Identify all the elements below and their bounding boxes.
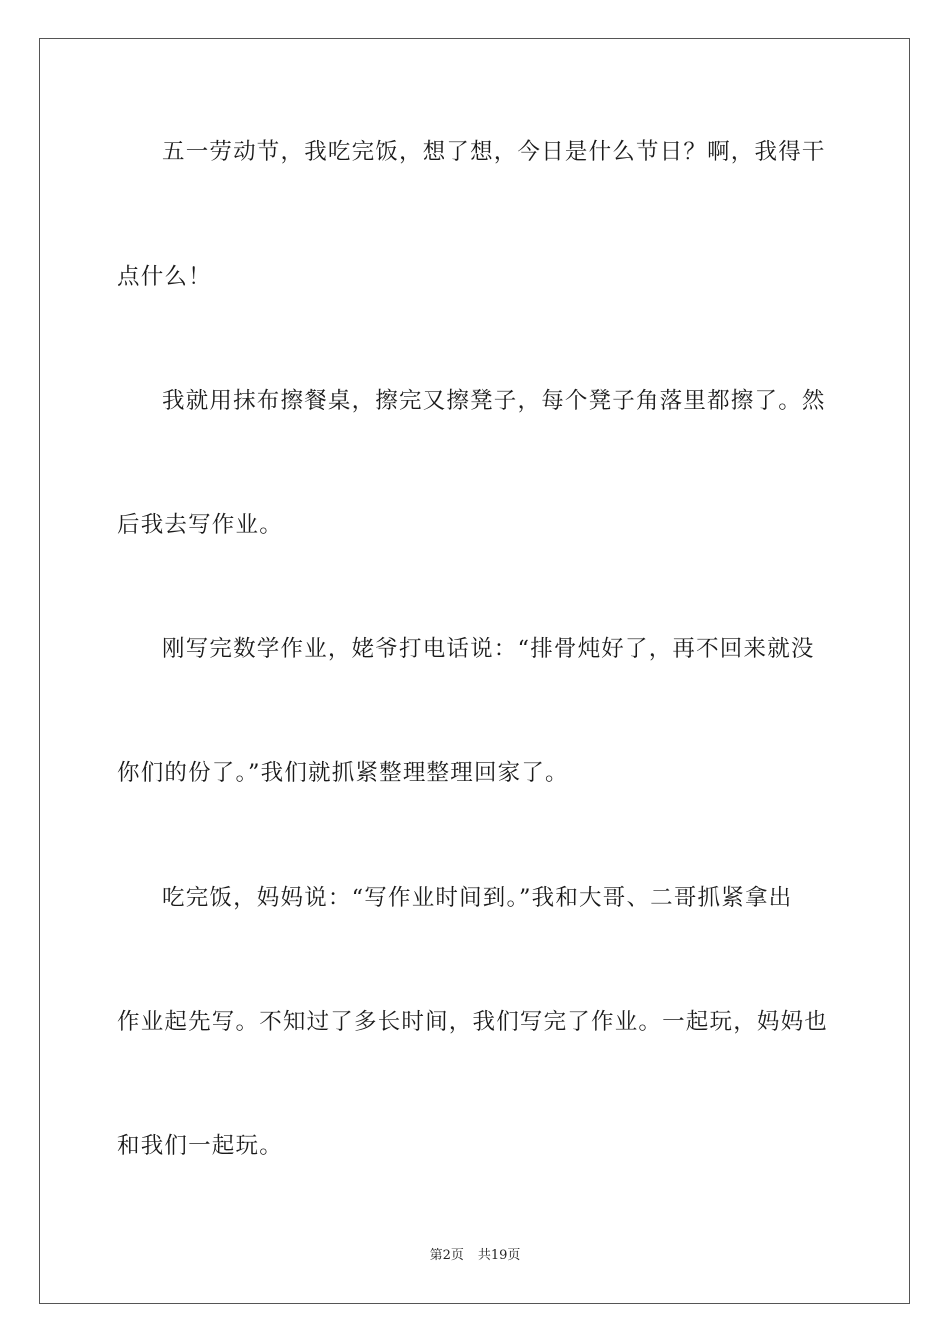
page-footer: [0, 1246, 950, 1266]
paragraph-2-line-2: 后我去写作业。: [117, 512, 283, 538]
paragraph-1-line-1: 五一劳动节，我吃完饭，想了想，今日是什么节日？啊，我得干: [162, 139, 826, 165]
paragraph-4-line-3: 和我们一起玩。: [117, 1133, 283, 1159]
page-border: [39, 38, 910, 1304]
paragraph-1-line-2: 点什么！: [117, 264, 212, 290]
paragraph-2-line-1: 我就用抹布擦餐桌，擦完又擦凳子，每个凳子角落里都擦了。然: [162, 388, 826, 414]
paragraph-3-line-1: 刚写完数学作业，姥爷打电话说：“排骨炖好了，再不回来就没: [162, 636, 815, 662]
page-total: 共19页: [477, 1248, 521, 1263]
paragraph-3-line-2: 你们的份了。”我们就抓紧整理整理回家了。: [117, 760, 569, 786]
paragraph-4-line-2: 作业起先写。不知过了多长时间，我们写完了作业。一起玩，妈妈也: [117, 1009, 829, 1035]
paragraph-4-line-1: 吃完饭，妈妈说：“写作业时间到。”我和大哥、二哥抓紧拿出: [162, 885, 793, 911]
page-number: 第2页: [429, 1248, 464, 1263]
